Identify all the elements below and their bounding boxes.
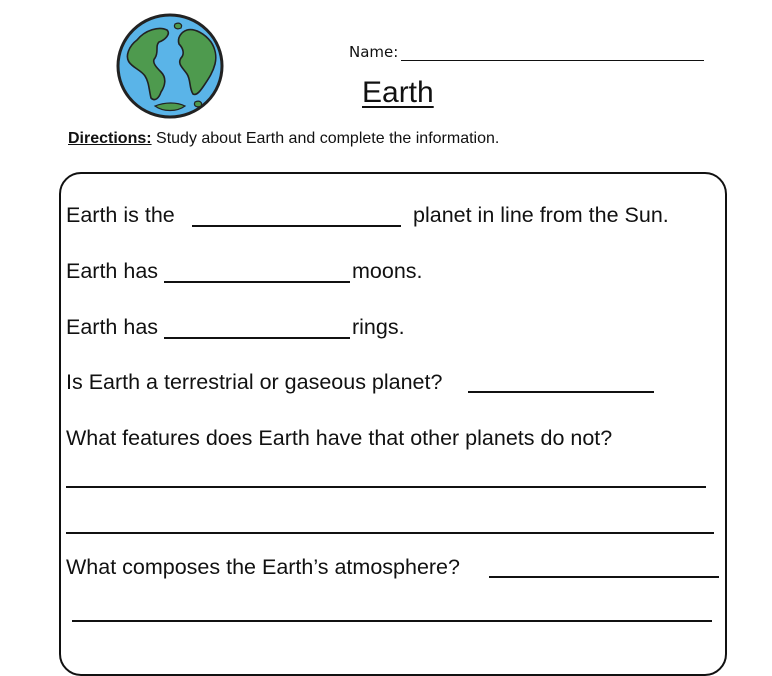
question-4: Is Earth a terrestrial or gaseous planet? — [66, 370, 443, 394]
answer-blank-6[interactable] — [489, 576, 719, 578]
question-3-prefix: Earth has — [66, 315, 159, 339]
question-1-prefix: Earth is the — [66, 203, 175, 227]
worksheet-box — [59, 172, 727, 676]
name-label: Name: — [349, 43, 399, 61]
name-input-line[interactable] — [401, 60, 704, 61]
answer-blank-4[interactable] — [468, 391, 654, 393]
answer-line-5b[interactable] — [66, 532, 714, 534]
question-2-prefix: Earth has — [66, 259, 159, 283]
earth-globe-icon — [115, 12, 225, 120]
directions — [68, 130, 499, 148]
page-title: Earth — [362, 76, 434, 109]
directions-label: Directions: — [68, 130, 152, 147]
answer-blank-2[interactable] — [164, 281, 350, 283]
answer-line-6[interactable] — [72, 620, 712, 622]
answer-line-5a[interactable] — [66, 486, 706, 488]
directions-text: Study about Earth and complete the information. — [151, 130, 500, 147]
answer-blank-3[interactable] — [164, 337, 350, 339]
question-3-suffix: rings. — [352, 315, 405, 339]
question-1-suffix: planet in line from the Sun. — [413, 203, 669, 227]
question-2-suffix: moons. — [352, 259, 423, 283]
question-6: What composes the Earth’s atmosphere? — [66, 555, 460, 579]
question-5: What features does Earth have that other planets do not? — [66, 426, 613, 450]
answer-blank-1[interactable] — [192, 225, 401, 227]
